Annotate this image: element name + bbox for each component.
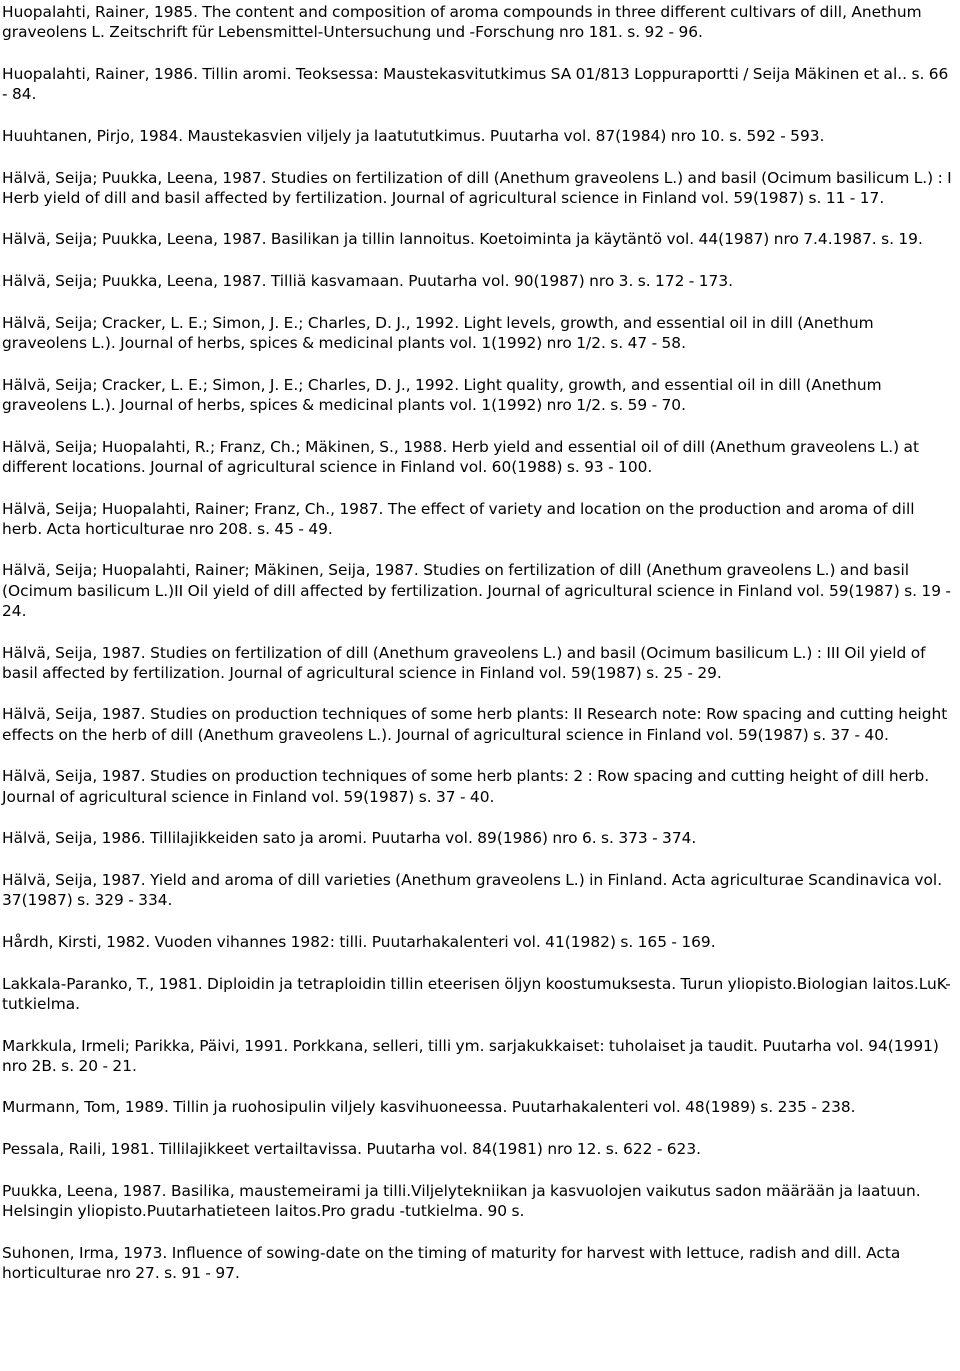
reference-entry-halva-huopalahti-1988: Hälvä, Seija; Huopalahti, R.; Franz, Ch.; Mäkinen, S., 1988. Herb yield and essential oil of dill (Anethum graveolens L.) at different locations. Journal of agricultural science in Finland vol. 60(1988) s. 93 - 100. bbox=[2, 437, 919, 476]
reference-entry-halva-puukka-1987-tillia: Hälvä, Seija; Puukka, Leena, 1987. Tilliä kasvamaan. Puutarha vol. 90(1987) nro 3. s. 172 - 173. bbox=[2, 272, 734, 291]
reference-entry-halva-1987-row-spacing: Hälvä, Seija, 1987. Studies on production techniques of some herb plants: 2 : Row spacing and cutting height of dill herb. Journal of agricultural science in Finland vol. 59(1987) s. 37 - 40. bbox=[2, 767, 930, 806]
reference-entry-halva-puukka-1987-fertilization: Hälvä, Seija; Puukka, Leena, 1987. Studies on fertilization of dill (Anethum graveolens L.) and basil (Ocimum basilicum L.) : I Herb yield of dill and basil affected by fertilization. Journal of agricultural science in Finland vol. 59(1987) s. 11 - 17. bbox=[2, 168, 952, 207]
reference-list bbox=[2, 2, 954, 1305]
reference-entry-huuhtanen-1984: Huuhtanen, Pirjo, 1984. Maustekasvien viljely ja laatututkimus. Puutarha vol. 87(1984) nro 10. s. 592 - 593. bbox=[2, 126, 825, 145]
reference-entry-huopalahti-1985: Huopalahti, Rainer, 1985. The content and composition of aroma compounds in three different cultivars of dill, Anethum graveolens L. Zeitschrift für Lebensmittel-Untersuchung und -Forschung nro 181. s. 92 - 96. bbox=[2, 3, 922, 42]
reference-entry-halva-huopalahti-franz-1987: Hälvä, Seija; Huopalahti, Rainer; Franz, Ch., 1987. The effect of variety and location on the production and aroma of dill herb. Acta horticulturae nro 208. s. 45 - 49. bbox=[2, 499, 915, 538]
reference-entry-halva-1987-row-spacing-note: Hälvä, Seija, 1987. Studies on production techniques of some herb plants: II Research note: Row spacing and cutting height effects on the herb of dill (Anethum graveolens L.). Journal of agricultural science in Finland vol. 59(1987) s. 37 - 40. bbox=[2, 705, 948, 744]
reference-entry-hardh-1982: Hårdh, Kirsti, 1982. Vuoden vihannes 1982: tilli. Puutarhakalenteri vol. 41(1982) s. 165 - 169. bbox=[2, 932, 716, 951]
reference-entry-puukka-1987: Puukka, Leena, 1987. Basilika, maustemeirami ja tilli.Viljelytekniikan ja kasvuolojen vaikutus sadon määrään ja laatuun. Helsingin yliopisto.Puutarhatieteen laitos.Pro gradu -tutkielma. 90 s. bbox=[2, 1181, 921, 1221]
reference-entry-halva-huopalahti-makinen-1987: Hälvä, Seija; Huopalahti, Rainer; Mäkinen, Seija, 1987. Studies on fertilization of dill (Anethum graveolens L.) and basil (Ocimum basilicum L.)II Oil yield of dill affected by fertilization. Journal of agricultural science in Finland vol. 59(1987) s. 19 - 24. bbox=[2, 561, 951, 620]
reference-entry-halva-cracker-1992-light-levels: Hälvä, Seija; Cracker, L. E.; Simon, J. E.; Charles, D. J., 1992. Light levels, growth, and essential oil in dill (Anethum graveolens L.). Journal of herbs, spices & medicinal plants vol. 1(1992) nro 1/2. s. 47 - 58. bbox=[2, 313, 874, 353]
reference-entry-murmann-1989: Murmann, Tom, 1989. Tillin ja ruohosipulin viljely kasvihuoneessa. Puutarhakalenteri vol. 48(1989) s. 235 - 238. bbox=[2, 1098, 856, 1117]
reference-entry-halva-1987-basil-oil: Hälvä, Seija, 1987. Studies on fertilization of dill (Anethum graveolens L.) and basil (Ocimum basilicum L.) : III Oil yield of basil affected by fertilization. Journal of agricultural science in Finland vol. 59(1987) s. 25 - 29. bbox=[2, 643, 926, 682]
reference-entry-suhonen-1973: Suhonen, Irma, 1973. Influence of sowing-date on the timing of maturity for harvest with lettuce, radish and dill. Acta horticulturae nro 27. s. 91 - 97. bbox=[2, 1243, 901, 1282]
reference-entry-halva-puukka-1987-basilikan: Hälvä, Seija; Puukka, Leena, 1987. Basilikan ja tillin lannoitus. Koetoiminta ja käytäntö vol. 44(1987) nro 7.4.1987. s. 19. bbox=[2, 230, 923, 249]
reference-entry-halva-cracker-1992-light-quality: Hälvä, Seija; Cracker, L. E.; Simon, J. E.; Charles, D. J., 1992. Light quality, growth, and essential oil in dill (Anethum graveolens L.). Journal of herbs, spices & medicinal plants vol. 1(1992) nro 1/2. s. 59 - 70. bbox=[2, 375, 882, 414]
reference-entry-halva-1987-yield-aroma: Hälvä, Seija, 1987. Yield and aroma of dill varieties (Anethum graveolens L.) in Finland. Acta agriculturae Scandinavica vol. 37(1987) s. 329 - 334. bbox=[2, 870, 943, 910]
reference-entry-pessala-1981: Pessala, Raili, 1981. Tillilajikkeet vertailtavissa. Puutarha vol. 84(1981) nro 12. s. 622 - 623. bbox=[2, 1140, 702, 1159]
reference-entry-markkula-1991: Markkula, Irmeli; Parikka, Päivi, 1991. Porkkana, selleri, tilli ym. sarjakukkaiset: tuholaiset ja taudit. Puutarha vol. 94(1991) nro 2B. s. 20 - 21. bbox=[2, 1036, 939, 1075]
reference-entry-halva-1986: Hälvä, Seija, 1986. Tillilajikkeiden sato ja aromi. Puutarha vol. 89(1986) nro 6. s. 373 - 374. bbox=[2, 829, 697, 848]
reference-entry-huopalahti-1986: Huopalahti, Rainer, 1986. Tillin aromi. Teoksessa: Maustekasvitutkimus SA 01/813 Loppuraportti / Seija Mäkinen et al.. s. 66 - 84. bbox=[2, 64, 949, 104]
reference-entry-lakkala-paranko-1981: Lakkala-Paranko, T., 1981. Diploidin ja tetraploidin tillin eteerisen öljyn koostumuksesta. Turun yliopisto.Biologian laitos.LuK-tutkielma. bbox=[2, 974, 951, 1013]
